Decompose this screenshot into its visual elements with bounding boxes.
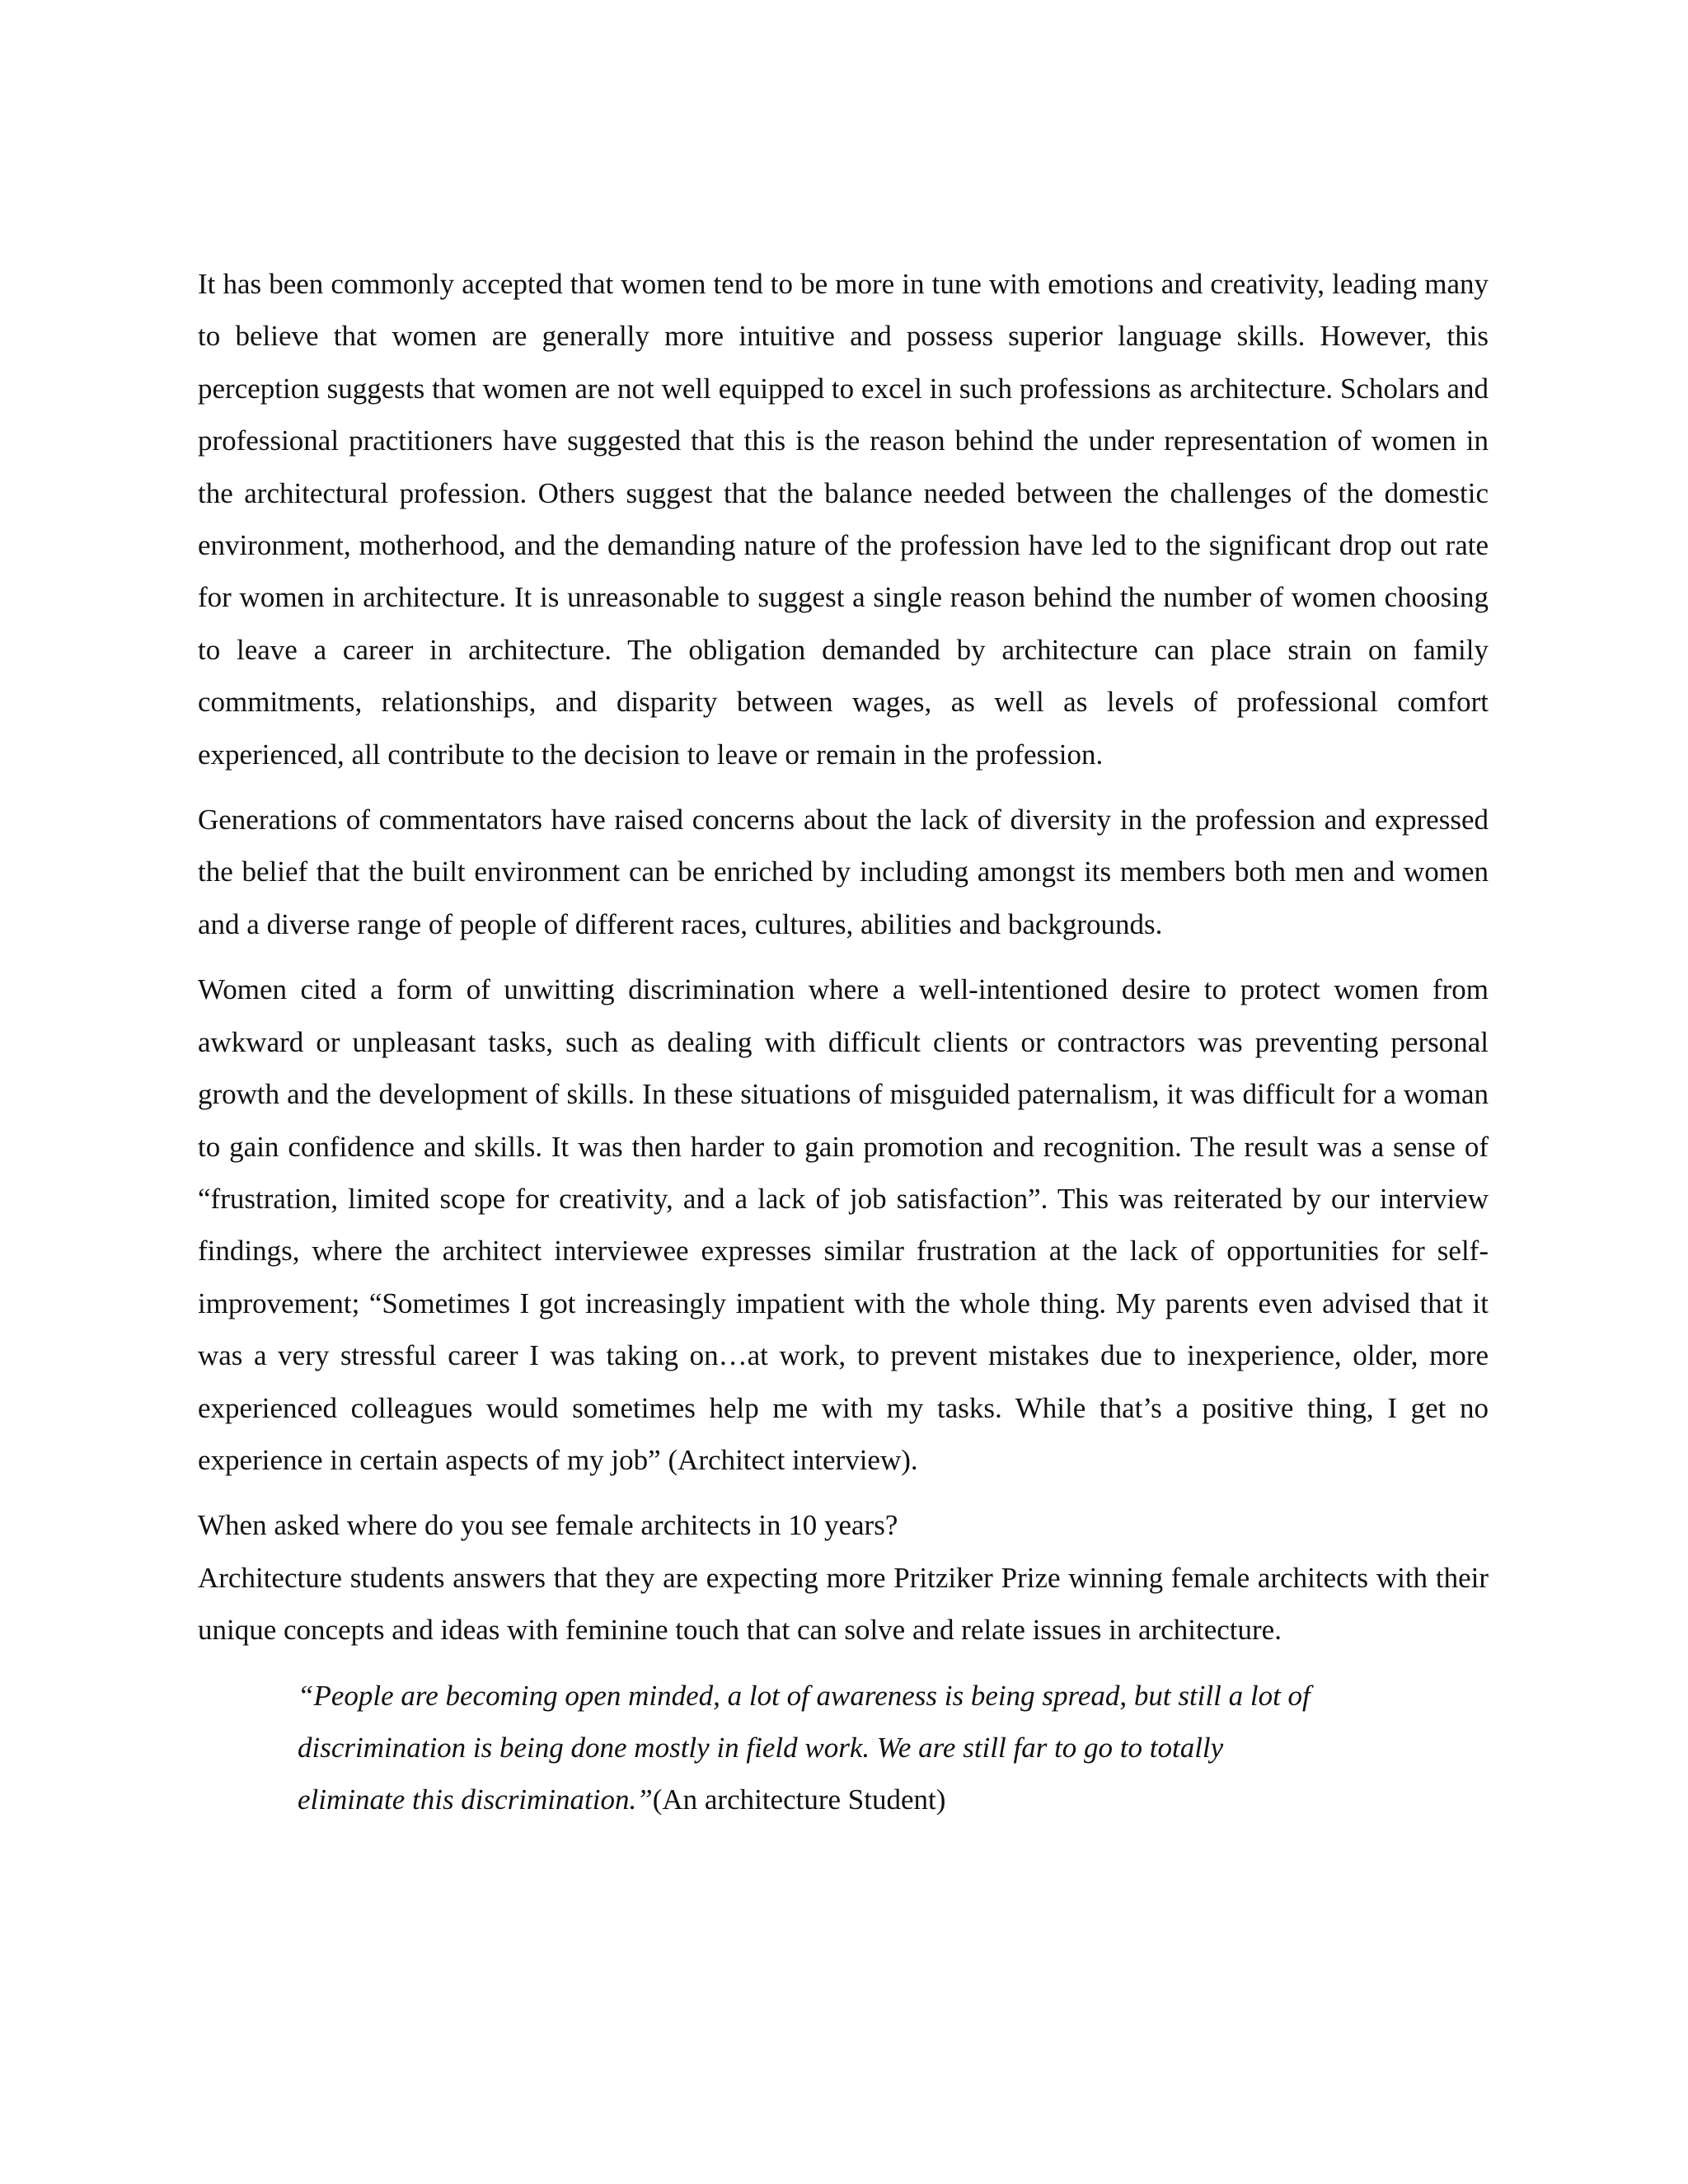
quote-line-3-text: eliminate this discrimination.” <box>298 1783 653 1816</box>
student-answer: Architecture students answers that they are expecting more Pritziker Prize winning female architects with their unique concepts and ideas with feminine touch that can solve and relate issues in architecture. <box>198 1561 1489 1647</box>
quote-line-3 <box>298 1774 1394 1825</box>
document-body <box>198 258 1489 1826</box>
paragraph-diversity: Generations of commentators have raised concerns about the lack of diversity in the profession and expressed the belief that the built environment can be enriched by including amongst its members both men and women and a diverse range of people of different races, cultures, abilities and backgrounds. <box>198 804 1489 940</box>
quote-line-1: “People are becoming open minded, a lot of awareness is being spread, but still a lot of <box>298 1679 1311 1712</box>
quote-source: (An architecture Student) <box>652 1783 946 1816</box>
paragraph-discrimination: Women cited a form of unwitting discrimination where a well-intentioned desire to protect women from awkward or unpleasant tasks, such as dealing with difficult clients or contractors was preventing personal growth and the development of skills. In these situations of misguided paternalism, it was difficult for a woman to gain confidence and skills. It was then harder to gain promotion and recognition. The result was a sense of “frustration, limited scope for creativity, and a lack of job satisfaction”. This was reiterated by our interview findings, where the architect interviewee expresses similar frustration at the lack of opportunities for self-improvement; “Sometimes I got increasingly impatient with the whole thing. My parents even advised that it was a very stressful career I was taking on…at work, to prevent mistakes due to inexperience, older, more experienced colleagues would sometimes help me with my tasks. While that’s a positive thing, I get no experience in certain aspects of my job” (Architect interview). <box>198 973 1489 1476</box>
student-quote <box>298 1670 1394 1826</box>
quote-line-2: discrimination is being done mostly in field work. We are still far to go to totally <box>298 1731 1224 1764</box>
interview-question: When asked where do you see female architects in 10 years? <box>198 1509 898 1542</box>
paragraph-women-emotions: It has been commonly accepted that women tend to be more in tune with emotions and creativity, leading many to believe that women are generally more intuitive and possess superior language skills. However, this perception suggests that women are not well equipped to excel in such professions as architecture. Scholars and professional practitioners have suggested that this is the reason behind the under representation of women in the architectural profession. Others suggest that the balance needed between the challenges of the domestic environment, motherhood, and the demanding nature of the profession have led to the significant drop out rate for women in architecture. It is unreasonable to suggest a single reason behind the number of women choosing to leave a career in architecture. The obligation demanded by architecture can place strain on family commitments, relationships, and disparity between wages, as well as levels of professional comfort experienced, all contribute to the decision to leave or remain in the profession. <box>198 268 1489 771</box>
